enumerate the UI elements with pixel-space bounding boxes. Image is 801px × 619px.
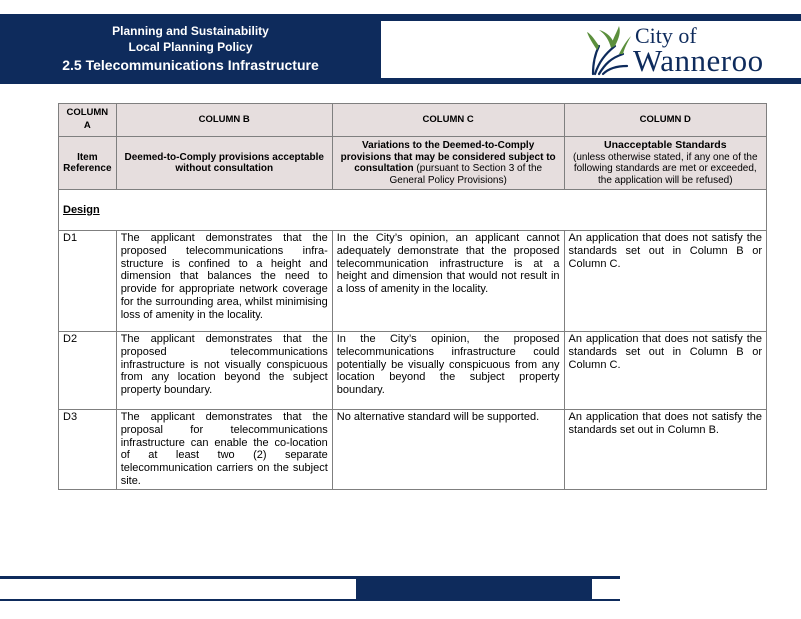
- logo-city-of: City of: [635, 23, 697, 48]
- row-column-d: An application that does not satisfy the standards set out in Column B.: [564, 410, 766, 490]
- row-column-c: No alternative standard will be supported.: [332, 410, 564, 490]
- row-column-d: An application that does not satisfy the standards set out in Column B or Column C.: [564, 332, 766, 410]
- column-a-header: COLUMN A: [59, 104, 117, 137]
- column-b-header: COLUMN B: [116, 104, 332, 137]
- section-row-design: [59, 190, 767, 231]
- section-title: Design: [63, 203, 100, 216]
- policy-table: [58, 103, 767, 490]
- row-column-c: In the City’s opinion, the proposed telecommunications infrastructure could potentially be visually conspicuous from any location beyond the subject property boundary.: [332, 332, 564, 410]
- row-column-b: The applicant demonstrates that the proposal for telecommunications infrastructure can enable the co-location of at least two (2) separate telecommunication carriers on the subject site.: [116, 410, 332, 490]
- column-description-row: [59, 137, 767, 190]
- row-column-c: In the City’s opinion, an applicant cannot adequately demonstrate that the proposed telecommunication infrastructure is at a height and dimension that would not result in a loss of amenity in the locality.: [332, 231, 564, 332]
- section-cell: [59, 190, 767, 231]
- header-policy-title: 2.5 Telecommunications Infrastructure: [62, 57, 319, 73]
- table-row: [59, 231, 767, 332]
- header-title-block: [0, 14, 381, 84]
- column-d-header: COLUMN D: [564, 104, 766, 137]
- row-column-b: The applicant demonstrates that the proposed telecommunications infrastructure is not visually conspicuous from any location beyond the subject property boundary.: [116, 332, 332, 410]
- header-department: Planning and Sustainability: [112, 24, 269, 38]
- row-reference: D1: [59, 231, 117, 332]
- row-reference: D3: [59, 410, 117, 490]
- unacceptable-heading: [564, 137, 766, 190]
- row-reference: D2: [59, 332, 117, 410]
- footer-rule-bottom: [0, 599, 620, 601]
- header-policy-type: Local Planning Policy: [128, 40, 253, 54]
- variations-heading-note: (pursuant to Section 3 of the General Policy Provisions): [389, 163, 543, 186]
- unacceptable-heading-title: Unacceptable Standards: [604, 139, 727, 151]
- footer-block: [356, 579, 592, 599]
- table-row: [59, 332, 767, 410]
- item-reference-heading: Item Reference: [59, 137, 117, 190]
- city-logo: [585, 24, 775, 76]
- kangaroo-paw-icon: [585, 24, 631, 76]
- variations-heading: [332, 137, 564, 190]
- row-column-b: The applicant demonstrates that the proposed telecommunications infra-structure is confined to a height and dimension that balances the need to provide for appropriate network coverage for the surrounding area, whilst minimising loss of amenity in the locality.: [116, 231, 332, 332]
- column-header-row: [59, 104, 767, 137]
- deemed-to-comply-heading: Deemed-to-Comply provisions acceptable without consultation: [116, 137, 332, 190]
- logo-wanneroo: Wanneroo: [633, 43, 764, 78]
- row-column-d: An application that does not satisfy the standards set out in Column B or Column C.: [564, 231, 766, 332]
- unacceptable-heading-note: (unless otherwise stated, if any one of the following standards are met or exceeded, the application will be refused): [572, 151, 758, 186]
- column-c-header: COLUMN C: [332, 104, 564, 137]
- variations-heading-bold: Variations to the Deemed-to-Comply provisions that may be considered subject to consultation: [340, 140, 556, 174]
- table-row: [59, 410, 767, 490]
